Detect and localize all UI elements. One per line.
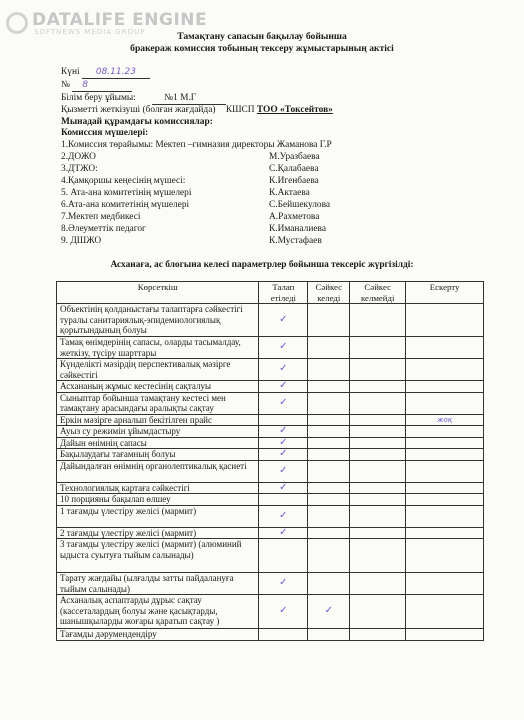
table-row: [57, 460, 484, 482]
number-line: [61, 80, 132, 92]
noncompliant-check: [350, 359, 406, 381]
member-row: [61, 236, 322, 247]
required-check: ✓: [259, 460, 308, 482]
row-label: Дайын өнімнің сапасы: [57, 437, 259, 449]
table-row: [57, 595, 484, 629]
table-row: [57, 337, 484, 359]
remark-cell: [406, 629, 484, 641]
row-label: Объектінің қолданыстағы талаптарға сәйкестігі туралы санитариялық-эпидемиологиялық қорытындының болуы: [57, 304, 259, 337]
noncompliant-check: [350, 595, 406, 629]
table-row: [57, 392, 484, 414]
compliant-check: [308, 359, 350, 381]
required-check: [259, 414, 308, 426]
compliant-check: [308, 426, 350, 438]
compliant-check: [308, 449, 350, 461]
table-row: [57, 527, 484, 539]
member-name: К.Мустафаев: [269, 236, 322, 246]
required-check: ✓: [259, 304, 308, 337]
member-role: 7.Мектеп медбикесі: [61, 212, 141, 222]
table-row: [57, 629, 484, 641]
member-name: М.Уразбаева: [269, 152, 320, 162]
supplier-line: [61, 105, 333, 116]
member-role: 3.ДТЖО:: [61, 164, 98, 174]
table-row: [57, 359, 484, 381]
row-label: 3 тағамды үлестіру желісі (мармит) (алюминий ыдыста суытуға тыйым салынады): [57, 539, 259, 573]
remark-cell: жоқ: [406, 414, 484, 426]
row-label: Тағамды дәрумендендіру: [57, 629, 259, 641]
school-line: [61, 93, 226, 105]
table-row: [57, 304, 484, 337]
table-row: [57, 449, 484, 461]
noncompliant-check: [350, 449, 406, 461]
member-row: [61, 152, 320, 163]
noncompliant-check: [350, 437, 406, 449]
member-name: К.Игенбаева: [269, 176, 319, 186]
table-row: [57, 426, 484, 438]
watermark-subtitle: SOFTNEWS MEDIA GROUP: [34, 28, 146, 36]
row-label: 1 тағамды үлестіру желісі (мармит): [57, 505, 259, 527]
member-role: 8.Әлеуметтік педагог: [61, 224, 146, 234]
row-label: Сыныптар бойынша тамақтану кестесі мен тамақтану арасындағы аралықты сақтау: [57, 392, 259, 414]
required-check: ✓: [259, 437, 308, 449]
noncompliant-check: [350, 337, 406, 359]
row-label: Ауыз су режимін ұйымдастыру: [57, 426, 259, 438]
noncompliant-check: [350, 304, 406, 337]
member-row: [61, 176, 319, 187]
header-required: Талап етіледі: [259, 282, 308, 304]
member-role: 1.Комиссия төрайымы: Мектеп –гимназия директоры Жаманова Г.Р: [61, 140, 332, 150]
remark-cell: [406, 494, 484, 506]
row-label: Тамақ өнімдерінің сапасы, оларды тасымалдау, жеткізу, түсіру шарттары: [57, 337, 259, 359]
required-check: ✓: [259, 482, 308, 494]
date-label: Күні: [61, 67, 80, 77]
member-role: 9. ДШЖО: [61, 236, 102, 246]
noncompliant-check: [350, 573, 406, 595]
member-row: [61, 188, 310, 199]
school-label: Білім беру ұйымы:: [61, 93, 136, 103]
row-label: 2 тағамды үлестіру желісі (мармит): [57, 527, 259, 539]
member-name: С.Қалабаева: [269, 164, 319, 174]
watermark-title: DATALIFE ENGINE: [32, 10, 208, 30]
school-value: №1 М.Г: [152, 93, 226, 105]
required-check: ✓: [259, 505, 308, 527]
noncompliant-check: [350, 381, 406, 393]
table-row: [57, 494, 484, 506]
member-row: [61, 212, 320, 223]
noncompliant-check: [350, 505, 406, 527]
remark-cell: [406, 359, 484, 381]
compliant-check: [308, 482, 350, 494]
row-label: Күнделікті мәзірдің перспективалық мәзірге сәйкестігі: [57, 359, 259, 381]
table-header-row: [57, 282, 484, 304]
compliant-check: [308, 505, 350, 527]
compliant-check: [308, 304, 350, 337]
noncompliant-check: [350, 494, 406, 506]
members-heading: Комиссия мүшелері:: [61, 128, 149, 138]
remark-cell: [406, 595, 484, 629]
member-name: А.Рахметова: [269, 212, 320, 222]
supplier-prefix: КШСП: [225, 105, 255, 115]
required-check: ✓: [259, 573, 308, 595]
compliant-check: [308, 539, 350, 573]
remark-cell: [406, 573, 484, 595]
noncompliant-check: [350, 482, 406, 494]
compliant-check: [308, 414, 350, 426]
row-label: Тарату жағдайы (ылғалды затты пайдалануға тыйым салынады): [57, 573, 259, 595]
member-name: К.Иманалиева: [269, 224, 326, 234]
table-row: [57, 505, 484, 527]
remark-cell: [406, 392, 484, 414]
table-row: [57, 573, 484, 595]
document-header: [0, 31, 524, 55]
member-row: [61, 224, 326, 235]
compliant-check: ✓: [308, 595, 350, 629]
remark-cell: [406, 482, 484, 494]
noncompliant-check: [350, 629, 406, 641]
header-indicator: Көрсеткіш: [57, 282, 259, 304]
noncompliant-check: [350, 527, 406, 539]
required-check: [259, 629, 308, 641]
table-row: [57, 414, 484, 426]
header-noncompliant: Сәйкес келмейді: [350, 282, 406, 304]
noncompliant-check: [350, 414, 406, 426]
header-line-1: Тамақтану сапасын бақылау бойынша: [177, 31, 347, 42]
member-name: С.Бейшекулова: [269, 200, 331, 210]
required-check: ✓: [259, 359, 308, 381]
date-value: 08.11.23: [82, 67, 150, 79]
member-role: 5. Ата-ана комитетінің мүшелері: [61, 188, 192, 198]
member-name: К.Актаева: [269, 188, 310, 198]
table-row: [57, 437, 484, 449]
table-row: [57, 539, 484, 573]
compliant-check: [308, 392, 350, 414]
noncompliant-check: [350, 539, 406, 573]
member-role: 6.Ата-ана комитетінің мүшелері: [61, 200, 190, 210]
compliant-check: [308, 494, 350, 506]
row-label: Дайындалған өнімнің органолептикалық қасиеті: [57, 460, 259, 482]
number-value: 8: [72, 80, 132, 92]
required-check: ✓: [259, 392, 308, 414]
required-check: ✓: [259, 527, 308, 539]
remark-cell: [406, 460, 484, 482]
remark-cell: [406, 539, 484, 573]
required-check: [259, 494, 308, 506]
compliant-check: [308, 573, 350, 595]
row-label: Бақылаудағы тағамның болуы: [57, 449, 259, 461]
compliant-check: [308, 629, 350, 641]
required-check: ✓: [259, 449, 308, 461]
compliant-check: [308, 381, 350, 393]
compliant-check: [308, 527, 350, 539]
header-line-2: бракераж комиссия тобының тексеру жұмыстарының актісі: [130, 43, 394, 54]
remark-cell: [406, 505, 484, 527]
required-check: [259, 539, 308, 573]
member-row: [61, 200, 331, 211]
remark-cell: [406, 437, 484, 449]
member-row: [61, 140, 332, 151]
number-label: №: [61, 80, 70, 90]
compliant-check: [308, 437, 350, 449]
row-label: 10 порцияны бақылап өлшеу: [57, 494, 259, 506]
remark-cell: [406, 381, 484, 393]
member-row: [61, 164, 319, 175]
noncompliant-check: [350, 392, 406, 414]
header-remark: Ескерту: [406, 282, 484, 304]
member-role: 4.Қамқоршы кеңесінің мүшесі:: [61, 176, 186, 186]
required-check: ✓: [259, 426, 308, 438]
supplier-label: Қызметті жеткізуші (болған жағдайда): [61, 105, 216, 115]
remark-cell: [406, 449, 484, 461]
compliant-check: [308, 337, 350, 359]
table-row: [57, 381, 484, 393]
noncompliant-check: [350, 426, 406, 438]
remark-cell: [406, 426, 484, 438]
noncompliant-check: [350, 460, 406, 482]
member-role: 2.ДОЖО: [61, 152, 96, 162]
date-line: [61, 67, 150, 79]
header-compliant: Сәйкес келеді: [308, 282, 350, 304]
required-check: ✓: [259, 381, 308, 393]
required-check: ✓: [259, 595, 308, 629]
remark-cell: [406, 527, 484, 539]
compliant-check: [308, 460, 350, 482]
supplier-value: ТОО «Токсейтов»: [256, 105, 333, 115]
remark-cell: [406, 304, 484, 337]
row-label: Технологиялық картаға сәйкестігі: [57, 482, 259, 494]
row-label: Асханалық аспаптарды дұрыс сақтау (кассеталардың болуы және қасықтарды, шанышқыларды жоғары қаратып сақтау ): [57, 595, 259, 629]
remark-cell: [406, 337, 484, 359]
table-row: [57, 482, 484, 494]
row-label: Асхананың жұмыс кестесінің сақталуы: [57, 381, 259, 393]
row-label: Еркін мәзірге арналып бекітілген прайс: [57, 414, 259, 426]
inspection-table: [56, 281, 484, 641]
section-title: Асханаға, ас блогына келесі параметрлер бойынша тексеріс жүргізілді:: [110, 260, 414, 270]
required-check: ✓: [259, 337, 308, 359]
present-heading: Мынадай құрамдағы комиссиялар:: [61, 117, 213, 127]
